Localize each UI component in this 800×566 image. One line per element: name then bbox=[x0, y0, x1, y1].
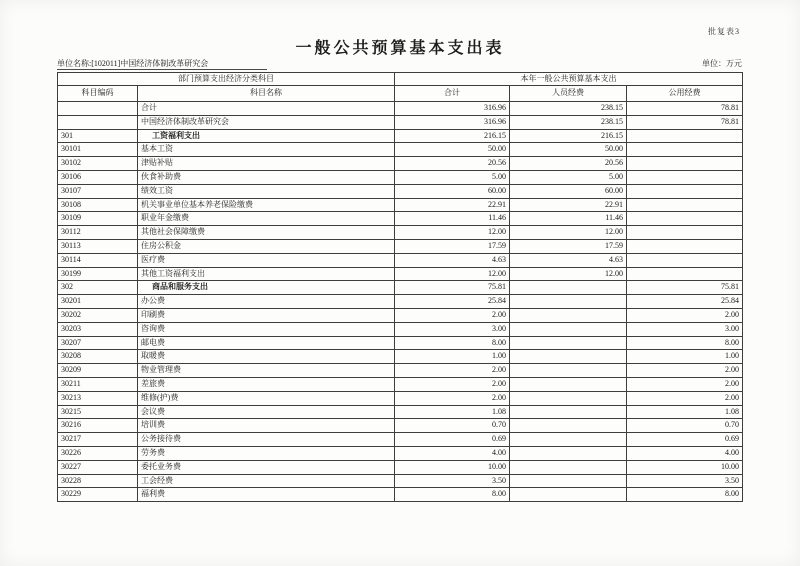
subject-name-cell: 维修(护)费 bbox=[138, 391, 395, 405]
table-row bbox=[58, 115, 743, 129]
table-row bbox=[58, 488, 743, 502]
subject-name-cell: 商品和服务支出 bbox=[138, 281, 395, 295]
subject-name-cell: 基本工资 bbox=[138, 143, 395, 157]
public-funds-cell: 25.84 bbox=[627, 295, 743, 309]
subject-name-cell: 伙食补助费 bbox=[138, 170, 395, 184]
subject-name-cell: 工会经费 bbox=[138, 474, 395, 488]
total-cell: 0.69 bbox=[395, 433, 510, 447]
public-funds-cell: 2.00 bbox=[627, 308, 743, 322]
subject-code-cell bbox=[58, 102, 138, 116]
personnel-funds-cell bbox=[510, 460, 627, 474]
subject-code-cell: 30108 bbox=[58, 198, 138, 212]
column-header-total: 合计 bbox=[395, 86, 510, 102]
personnel-funds-cell bbox=[510, 446, 627, 460]
personnel-funds-cell bbox=[510, 433, 627, 447]
subject-name-cell: 劳务费 bbox=[138, 446, 395, 460]
total-cell: 2.00 bbox=[395, 308, 510, 322]
personnel-funds-cell: 22.91 bbox=[510, 198, 627, 212]
public-funds-cell: 0.70 bbox=[627, 419, 743, 433]
subject-code-cell: 30216 bbox=[58, 419, 138, 433]
subject-name-cell: 中国经济体制改革研究会 bbox=[138, 115, 395, 129]
table-row bbox=[58, 433, 743, 447]
total-cell: 4.00 bbox=[395, 446, 510, 460]
subject-name-cell: 咨询费 bbox=[138, 322, 395, 336]
subject-code-cell: 30228 bbox=[58, 474, 138, 488]
table-row bbox=[58, 253, 743, 267]
total-cell: 2.00 bbox=[395, 377, 510, 391]
page-title: 一般公共预算基本支出表 bbox=[295, 40, 505, 57]
total-cell: 1.00 bbox=[395, 350, 510, 364]
budget-table-header bbox=[58, 73, 743, 102]
unit-name-underline bbox=[57, 69, 267, 70]
personnel-funds-cell: 20.56 bbox=[510, 157, 627, 171]
total-cell: 11.46 bbox=[395, 212, 510, 226]
subject-code-cell: 30113 bbox=[58, 239, 138, 253]
column-header-subject-name: 科目名称 bbox=[138, 86, 395, 102]
public-funds-cell bbox=[627, 184, 743, 198]
personnel-funds-cell: 216.15 bbox=[510, 129, 627, 143]
total-cell: 1.08 bbox=[395, 405, 510, 419]
public-funds-cell: 1.00 bbox=[627, 350, 743, 364]
group-header-basic-expenditure: 本年一般公共预算基本支出 bbox=[395, 73, 743, 86]
personnel-funds-cell bbox=[510, 322, 627, 336]
table-row bbox=[58, 143, 743, 157]
total-cell: 316.96 bbox=[395, 102, 510, 116]
subject-code-cell: 30101 bbox=[58, 143, 138, 157]
subject-name-cell: 住房公积金 bbox=[138, 239, 395, 253]
personnel-funds-cell: 4.63 bbox=[510, 253, 627, 267]
personnel-funds-cell bbox=[510, 350, 627, 364]
total-cell: 316.96 bbox=[395, 115, 510, 129]
public-funds-cell bbox=[627, 267, 743, 281]
total-cell: 2.00 bbox=[395, 391, 510, 405]
personnel-funds-cell: 12.00 bbox=[510, 267, 627, 281]
total-cell: 75.81 bbox=[395, 281, 510, 295]
subject-name-cell: 合计 bbox=[138, 102, 395, 116]
subject-name-cell: 津贴补贴 bbox=[138, 157, 395, 171]
subject-code-cell: 30211 bbox=[58, 377, 138, 391]
subject-code-cell: 30227 bbox=[58, 460, 138, 474]
table-row bbox=[58, 322, 743, 336]
table-row bbox=[58, 419, 743, 433]
subject-name-cell: 职业年金缴费 bbox=[138, 212, 395, 226]
table-row bbox=[58, 474, 743, 488]
subject-name-cell: 差旅费 bbox=[138, 377, 395, 391]
column-header-subject-code: 科目编码 bbox=[58, 86, 138, 102]
total-cell: 216.15 bbox=[395, 129, 510, 143]
total-cell: 12.00 bbox=[395, 267, 510, 281]
subject-name-cell: 工资福利支出 bbox=[138, 129, 395, 143]
public-funds-cell bbox=[627, 170, 743, 184]
public-funds-cell: 2.00 bbox=[627, 391, 743, 405]
subject-code-cell: 302 bbox=[58, 281, 138, 295]
public-funds-cell: 8.00 bbox=[627, 336, 743, 350]
table-row bbox=[58, 226, 743, 240]
personnel-funds-cell bbox=[510, 377, 627, 391]
table-row bbox=[58, 239, 743, 253]
group-header-classification: 部门预算支出经济分类科目 bbox=[58, 73, 395, 86]
table-row bbox=[58, 157, 743, 171]
total-cell: 8.00 bbox=[395, 336, 510, 350]
personnel-funds-cell bbox=[510, 364, 627, 378]
subject-name-cell: 邮电费 bbox=[138, 336, 395, 350]
subject-code-cell: 30209 bbox=[58, 364, 138, 378]
column-header-public-funds: 公用经费 bbox=[627, 86, 743, 102]
table-row bbox=[58, 198, 743, 212]
public-funds-cell: 3.50 bbox=[627, 474, 743, 488]
subject-code-cell: 30203 bbox=[58, 322, 138, 336]
personnel-funds-cell: 50.00 bbox=[510, 143, 627, 157]
personnel-funds-cell bbox=[510, 308, 627, 322]
subject-code-cell: 30109 bbox=[58, 212, 138, 226]
subject-code-cell: 30217 bbox=[58, 433, 138, 447]
personnel-funds-cell bbox=[510, 391, 627, 405]
subject-name-cell: 绩效工资 bbox=[138, 184, 395, 198]
public-funds-cell bbox=[627, 157, 743, 171]
personnel-funds-cell bbox=[510, 295, 627, 309]
total-cell: 60.00 bbox=[395, 184, 510, 198]
public-funds-cell: 4.00 bbox=[627, 446, 743, 460]
subject-code-cell: 30226 bbox=[58, 446, 138, 460]
personnel-funds-cell: 12.00 bbox=[510, 226, 627, 240]
table-row bbox=[58, 460, 743, 474]
subject-code-cell: 30112 bbox=[58, 226, 138, 240]
subject-code-cell: 30106 bbox=[58, 170, 138, 184]
subject-name-cell: 取暖费 bbox=[138, 350, 395, 364]
table-row bbox=[58, 308, 743, 322]
public-funds-cell: 75.81 bbox=[627, 281, 743, 295]
personnel-funds-cell bbox=[510, 281, 627, 295]
personnel-funds-cell bbox=[510, 405, 627, 419]
public-funds-cell: 3.00 bbox=[627, 322, 743, 336]
total-cell: 25.84 bbox=[395, 295, 510, 309]
unit-of-measure-label: 单位：万元 bbox=[702, 59, 742, 68]
public-funds-cell: 78.81 bbox=[627, 115, 743, 129]
public-funds-cell: 8.00 bbox=[627, 488, 743, 502]
total-cell: 12.00 bbox=[395, 226, 510, 240]
total-cell: 20.56 bbox=[395, 157, 510, 171]
public-funds-cell: 1.08 bbox=[627, 405, 743, 419]
subject-code-cell: 30207 bbox=[58, 336, 138, 350]
unit-name-label: 单位名称:[102011]中国经济体制改革研究会 bbox=[57, 59, 209, 68]
subject-name-cell: 委托业务费 bbox=[138, 460, 395, 474]
public-funds-cell bbox=[627, 198, 743, 212]
public-funds-cell: 2.00 bbox=[627, 364, 743, 378]
public-funds-cell bbox=[627, 226, 743, 240]
table-row bbox=[58, 295, 743, 309]
form-corner-label: 批复表3 bbox=[708, 27, 740, 36]
table-row bbox=[58, 267, 743, 281]
public-funds-cell bbox=[627, 143, 743, 157]
subject-name-cell: 办公费 bbox=[138, 295, 395, 309]
total-cell: 10.00 bbox=[395, 460, 510, 474]
table-row bbox=[58, 281, 743, 295]
public-funds-cell: 10.00 bbox=[627, 460, 743, 474]
total-cell: 8.00 bbox=[395, 488, 510, 502]
subject-code-cell: 30215 bbox=[58, 405, 138, 419]
subject-name-cell: 会议费 bbox=[138, 405, 395, 419]
subject-name-cell: 培训费 bbox=[138, 419, 395, 433]
subject-code-cell: 30229 bbox=[58, 488, 138, 502]
subject-name-cell: 物业管理费 bbox=[138, 364, 395, 378]
subject-code-cell: 30213 bbox=[58, 391, 138, 405]
personnel-funds-cell: 17.59 bbox=[510, 239, 627, 253]
column-header-row bbox=[58, 86, 743, 102]
public-funds-cell bbox=[627, 212, 743, 226]
table-row bbox=[58, 336, 743, 350]
subject-name-cell: 公务接待费 bbox=[138, 433, 395, 447]
personnel-funds-cell bbox=[510, 474, 627, 488]
subject-name-cell: 其他社会保障缴费 bbox=[138, 226, 395, 240]
total-cell: 4.63 bbox=[395, 253, 510, 267]
personnel-funds-cell bbox=[510, 419, 627, 433]
personnel-funds-cell: 11.46 bbox=[510, 212, 627, 226]
group-header-row bbox=[58, 73, 743, 86]
total-cell: 0.70 bbox=[395, 419, 510, 433]
subject-code-cell: 30202 bbox=[58, 308, 138, 322]
subject-code-cell: 30208 bbox=[58, 350, 138, 364]
public-funds-cell: 2.00 bbox=[627, 377, 743, 391]
total-cell: 5.00 bbox=[395, 170, 510, 184]
table-row bbox=[58, 391, 743, 405]
total-cell: 50.00 bbox=[395, 143, 510, 157]
public-funds-cell bbox=[627, 129, 743, 143]
subject-code-cell: 30201 bbox=[58, 295, 138, 309]
public-funds-cell: 0.69 bbox=[627, 433, 743, 447]
personnel-funds-cell: 238.15 bbox=[510, 102, 627, 116]
subject-code-cell: 301 bbox=[58, 129, 138, 143]
total-cell: 2.00 bbox=[395, 364, 510, 378]
subject-code-cell: 30107 bbox=[58, 184, 138, 198]
personnel-funds-cell: 238.15 bbox=[510, 115, 627, 129]
public-funds-cell bbox=[627, 239, 743, 253]
subject-code-cell: 30102 bbox=[58, 157, 138, 171]
subject-name-cell: 医疗费 bbox=[138, 253, 395, 267]
subject-name-cell: 机关事业单位基本养老保险缴费 bbox=[138, 198, 395, 212]
table-row bbox=[58, 350, 743, 364]
table-row bbox=[58, 129, 743, 143]
table-row bbox=[58, 364, 743, 378]
total-cell: 17.59 bbox=[395, 239, 510, 253]
table-row bbox=[58, 102, 743, 116]
budget-table bbox=[57, 72, 743, 502]
public-funds-cell bbox=[627, 253, 743, 267]
public-funds-cell: 78.81 bbox=[627, 102, 743, 116]
personnel-funds-cell: 60.00 bbox=[510, 184, 627, 198]
subject-code-cell bbox=[58, 115, 138, 129]
table-row bbox=[58, 170, 743, 184]
table-row bbox=[58, 184, 743, 198]
table-row bbox=[58, 446, 743, 460]
budget-table-body bbox=[58, 102, 743, 502]
table-row bbox=[58, 377, 743, 391]
subject-code-cell: 30199 bbox=[58, 267, 138, 281]
subject-name-cell: 其他工资福利支出 bbox=[138, 267, 395, 281]
table-row bbox=[58, 212, 743, 226]
column-header-personnel-funds: 人员经费 bbox=[510, 86, 627, 102]
total-cell: 3.50 bbox=[395, 474, 510, 488]
subject-name-cell: 福利费 bbox=[138, 488, 395, 502]
subject-name-cell: 印刷费 bbox=[138, 308, 395, 322]
personnel-funds-cell bbox=[510, 336, 627, 350]
table-row bbox=[58, 405, 743, 419]
personnel-funds-cell bbox=[510, 488, 627, 502]
personnel-funds-cell: 5.00 bbox=[510, 170, 627, 184]
total-cell: 3.00 bbox=[395, 322, 510, 336]
total-cell: 22.91 bbox=[395, 198, 510, 212]
subject-code-cell: 30114 bbox=[58, 253, 138, 267]
